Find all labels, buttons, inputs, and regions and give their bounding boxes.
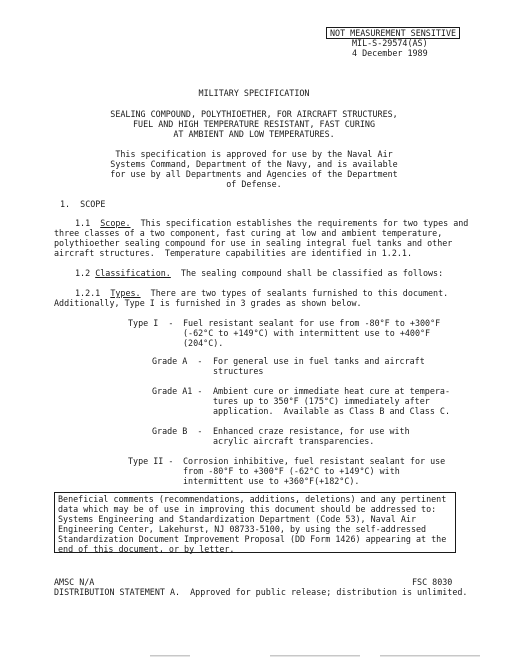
grade-a-line-2: structures bbox=[213, 366, 264, 376]
paragraph-1-2-1-line-2: Additionally, Type I is furnished in 3 grades as shown below. bbox=[54, 298, 362, 308]
type-1-line-3: (204°C). bbox=[183, 338, 224, 348]
type-2-line-3: intermittent use to +360°F(+182°C). bbox=[183, 476, 360, 486]
section-heading-scope: 1. SCOPE bbox=[60, 199, 106, 209]
comments-line-3: Systems Engineering and Standardization Department (Code 53), Naval Air bbox=[58, 513, 416, 524]
spec-kind: MILITARY SPECIFICATION bbox=[198, 88, 310, 98]
paragraph-1-1-line-1 bbox=[75, 218, 468, 228]
title-line-2: FUEL AND HIGH TEMPERATURE RESISTANT, FAST CURING bbox=[132, 119, 376, 129]
fsc-code: FSC 8030 bbox=[412, 577, 453, 587]
paragraph-text: There are two types of sealants furnished to this document. bbox=[150, 288, 449, 298]
scan-bleed-marks bbox=[150, 654, 490, 658]
measurement-notice: NOT MEASUREMENT SENSITIVE bbox=[326, 27, 460, 39]
paragraph-number: 1.1 bbox=[75, 218, 91, 228]
comments-line-2: data which may be of use in improving this document should be addressed to: bbox=[58, 503, 437, 514]
paragraph-title: Scope. bbox=[100, 218, 131, 228]
paragraph-text: The sealing compound shall be classified as follows: bbox=[180, 268, 444, 278]
distribution-statement: DISTRIBUTION STATEMENT A. Approved for public release; distribution is unlimited. bbox=[54, 587, 468, 597]
grade-a-label: Grade A - bbox=[152, 356, 203, 366]
type-1-line-2: (-62°C to +149°C) with intermittent use to +400°F bbox=[183, 328, 431, 338]
amsc-code: AMSC N/A bbox=[54, 577, 95, 587]
approval-line-3: for use by all Departments and Agencies of the Department bbox=[110, 169, 398, 179]
paragraph-text: This specification establishes the requirements for two types and bbox=[140, 218, 469, 228]
grade-a1-line-1: Ambient cure or immediate heat cure at tempera- bbox=[213, 386, 450, 396]
grade-b-line-2: acrylic aircraft transparencies. bbox=[213, 436, 375, 446]
document-date: 4 December 1989 bbox=[352, 48, 428, 58]
paragraph-1-1-line-3: polythioether sealing compound for use in sealing integral fuel tanks and other bbox=[54, 238, 453, 248]
grade-b-line-1: Enhanced craze resistance, for use with bbox=[213, 426, 410, 436]
type-2-line-2: from -80°F to +300°F (-62°C to +149°C) with bbox=[183, 466, 400, 476]
title-line-3: AT AMBIENT AND LOW TEMPERATURES. bbox=[173, 129, 335, 139]
paragraph-number: 1.2 bbox=[75, 268, 91, 278]
paragraph-1-1-line-2: three classes of a two component, fast curing at low and ambient temperature, bbox=[54, 228, 443, 238]
type-2-line-1: Corrosion inhibitive, fuel resistant sealant for use bbox=[183, 456, 446, 466]
type-2-label: Type II - bbox=[128, 456, 174, 466]
paragraph-1-2 bbox=[75, 268, 443, 278]
type-1-label: Type I - bbox=[128, 318, 174, 328]
paragraph-1-1-line-4: aircraft structures. Temperature capabilities are identified in 1.2.1. bbox=[54, 248, 412, 258]
paragraph-title: Classification. bbox=[95, 268, 171, 278]
approval-line-1: This specification is approved for use by the Naval Air bbox=[115, 149, 393, 159]
comments-line-1: Beneficial comments (recommendations, additions, deletions) and any pertinent bbox=[58, 494, 447, 504]
grade-a1-label: Grade A1 - bbox=[152, 386, 203, 396]
document-id: MIL-S-29574(AS) bbox=[352, 38, 428, 48]
comments-line-4: Engineering Center, Lakehurst, NJ 08733-5100, by using the self-addressed bbox=[58, 523, 427, 534]
comments-line-5: Standardization Document Improvement Proposal (DD Form 1426) appearing at the bbox=[58, 533, 447, 544]
paragraph-1-2-1-line-1 bbox=[75, 288, 448, 298]
approval-line-2: Systems Command, Department of the Navy, and is available bbox=[110, 159, 398, 169]
paragraph-title: Types. bbox=[110, 288, 141, 298]
paragraph-number: 1.2.1 bbox=[75, 288, 101, 298]
approval-line-4: of Defense. bbox=[226, 179, 282, 189]
grade-a1-line-2: tures up to 350°F (175°C) immediately after bbox=[213, 396, 430, 406]
grade-b-label: Grade B - bbox=[152, 426, 203, 436]
grade-a-line-1: For general use in fuel tanks and aircraft bbox=[213, 356, 425, 366]
type-1-line-1: Fuel resistant sealant for use from -80°F to +300°F bbox=[183, 318, 441, 328]
comments-line-6: end of this document, or by letter. bbox=[58, 543, 235, 554]
grade-a1-line-3: application. Available as Class B and Class C. bbox=[213, 406, 450, 416]
comments-box bbox=[54, 492, 456, 553]
title-line-1: SEALING COMPOUND, POLYTHIOETHER, FOR AIRCRAFT STRUCTURES, bbox=[110, 109, 398, 119]
